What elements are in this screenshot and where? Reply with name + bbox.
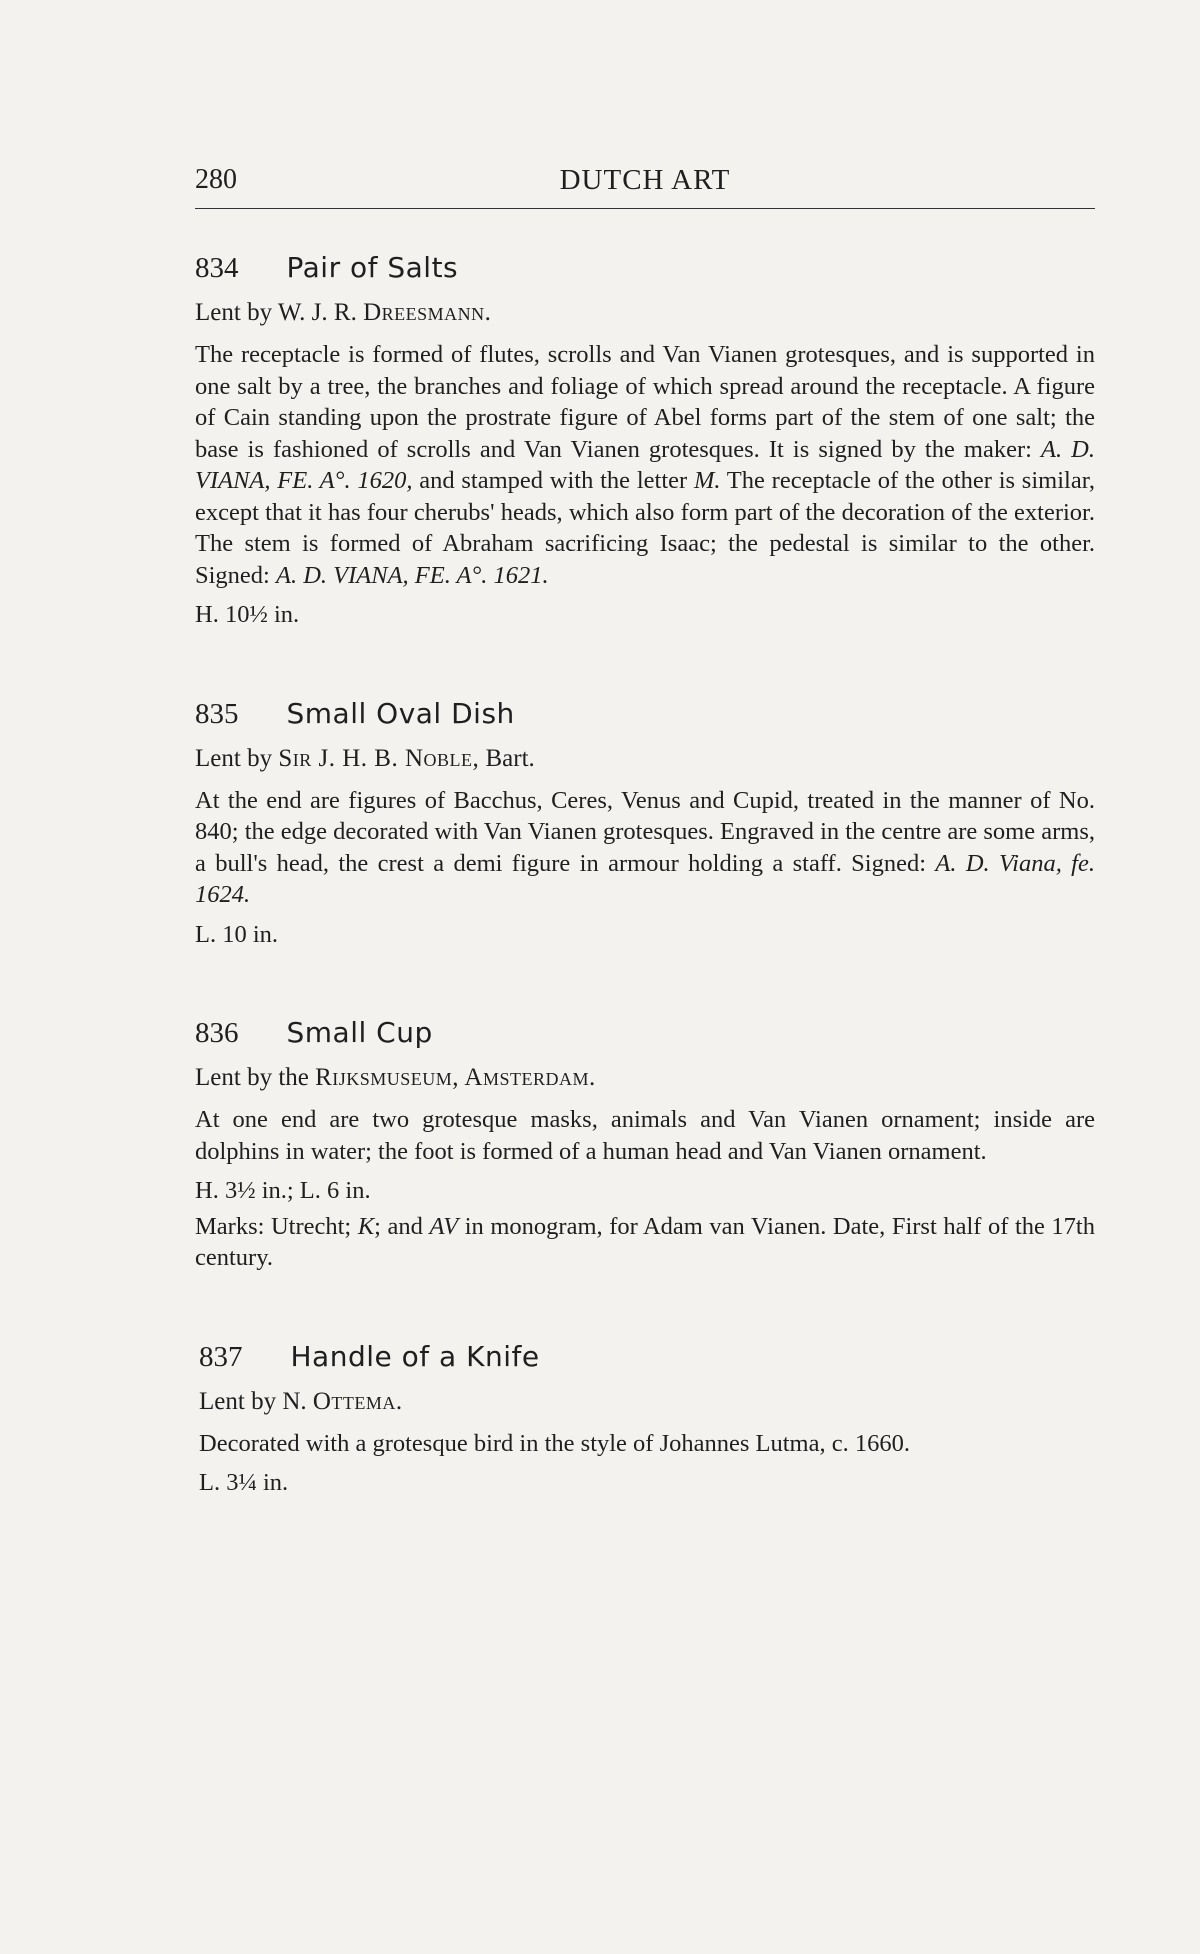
entry-number: 834 xyxy=(195,252,239,284)
page xyxy=(195,160,1095,1503)
description-text: and stamped with the letter xyxy=(412,467,694,494)
running-title: DUTCH ART xyxy=(559,164,731,196)
entry-heading xyxy=(195,251,1095,285)
description-text: At the end are figures of Bacchus, Ceres, Venus and Cupid, treated in the manner of No. 840; the edge decorated with Van Vianen grotesques. Engraved in the centre are some arms, a bull's head, the crest a demi figure in armour holding a staff. Signed: xyxy=(195,786,1095,877)
lender-name: Sir J. H. B. Noble, xyxy=(278,744,480,772)
entry-title: Small Cup xyxy=(286,1016,433,1049)
marks-text: in monogram, for Adam van Vianen. Date, First half of the 17th century. xyxy=(195,1212,1095,1271)
catalogue-entry-834 xyxy=(195,251,1095,631)
lender-line xyxy=(195,1062,1095,1094)
description-text: The receptacle is formed of flutes, scrolls and Van Vianen grotesques, and is supported in one salt by a tree, the branches and foliage of which spread around the receptacle. A figure of Cain standing upon the prostrate figure of Abel forms part of the stem of one salt; the base is fashioned of scrolls and Van Vianen grotesques. It is signed by the maker: xyxy=(195,341,1095,463)
entry-title: Small Oval Dish xyxy=(286,696,515,730)
catalogue-entry-835 xyxy=(195,697,1095,951)
entry-number: 837 xyxy=(199,1340,243,1373)
entry-description: Decorated with a grotesque bird in the style of Johannes Lutma, c. 1660. xyxy=(199,1429,910,1457)
marks-text: Marks: Utrecht; xyxy=(195,1212,358,1240)
entry-marks xyxy=(195,1211,1095,1274)
description-text: The receptacle of the other is similar, except that it has four cherubs' heads, which also form part of the decoration of the exterior. The stem is formed of Abraham sacrificing Isaac; the pedestal is similar to the other. Signed: xyxy=(195,467,1095,589)
lender-name: Rijksmuseum, Amsterdam. xyxy=(315,1064,596,1091)
lender-prefix: Lent by the xyxy=(195,1064,316,1091)
lender-line xyxy=(195,297,1095,329)
catalogue-entry-837 xyxy=(199,1340,1095,1499)
entry-description xyxy=(195,339,1095,591)
lender-prefix: Lent by N. xyxy=(199,1387,313,1415)
entry-number: 836 xyxy=(195,1017,239,1049)
entry-title: Handle of a Knife xyxy=(290,1339,540,1373)
lender-prefix: Lent by W. J. R. xyxy=(195,299,364,326)
entry-heading xyxy=(199,1340,1095,1374)
entry-heading xyxy=(195,1016,1095,1050)
catalogue-entry-836 xyxy=(195,1016,1095,1274)
running-head xyxy=(195,160,1095,209)
lender-line xyxy=(199,1386,1095,1418)
entry-title: Pair of Salts xyxy=(286,251,459,284)
lender-line xyxy=(195,743,1095,775)
entry-number: 835 xyxy=(195,697,239,730)
entry-heading xyxy=(195,697,1095,731)
entry-description: At one end are two grotesque masks, animals and Van Vianen ornament; inside are dolphins in water; the foot is formed of a human head and Van Vianen ornament. xyxy=(195,1106,1095,1165)
entry-measurement: H. 3½ in.; L. 6 in. xyxy=(195,1177,371,1204)
lender-name: Dreesmann. xyxy=(363,299,492,326)
marks-text: ; and xyxy=(374,1212,430,1240)
lender-suffix: Bart. xyxy=(479,744,535,772)
signature-inscription: A. D. VIANA, FE. A°. 1621. xyxy=(276,561,549,589)
entry-measurement: L. 10 in. xyxy=(195,920,279,948)
entry-description xyxy=(195,785,1095,911)
entry-measurement: H. 10½ in. xyxy=(195,601,300,628)
mark-monogram: AV xyxy=(429,1212,459,1240)
signature-inscription: A. D. Viana, fe. 1624. xyxy=(195,849,1095,908)
mark-letter: K xyxy=(357,1212,375,1240)
page-number: 280 xyxy=(195,164,237,195)
signature-inscription: A. D. VIANA, FE. A°. 1620, xyxy=(195,435,1095,494)
lender-prefix: Lent by xyxy=(195,744,279,772)
entry-measurement: L. 3¼ in. xyxy=(199,1469,289,1496)
lender-name: Ottema. xyxy=(312,1387,403,1415)
stamp-letter: M. xyxy=(693,467,721,494)
